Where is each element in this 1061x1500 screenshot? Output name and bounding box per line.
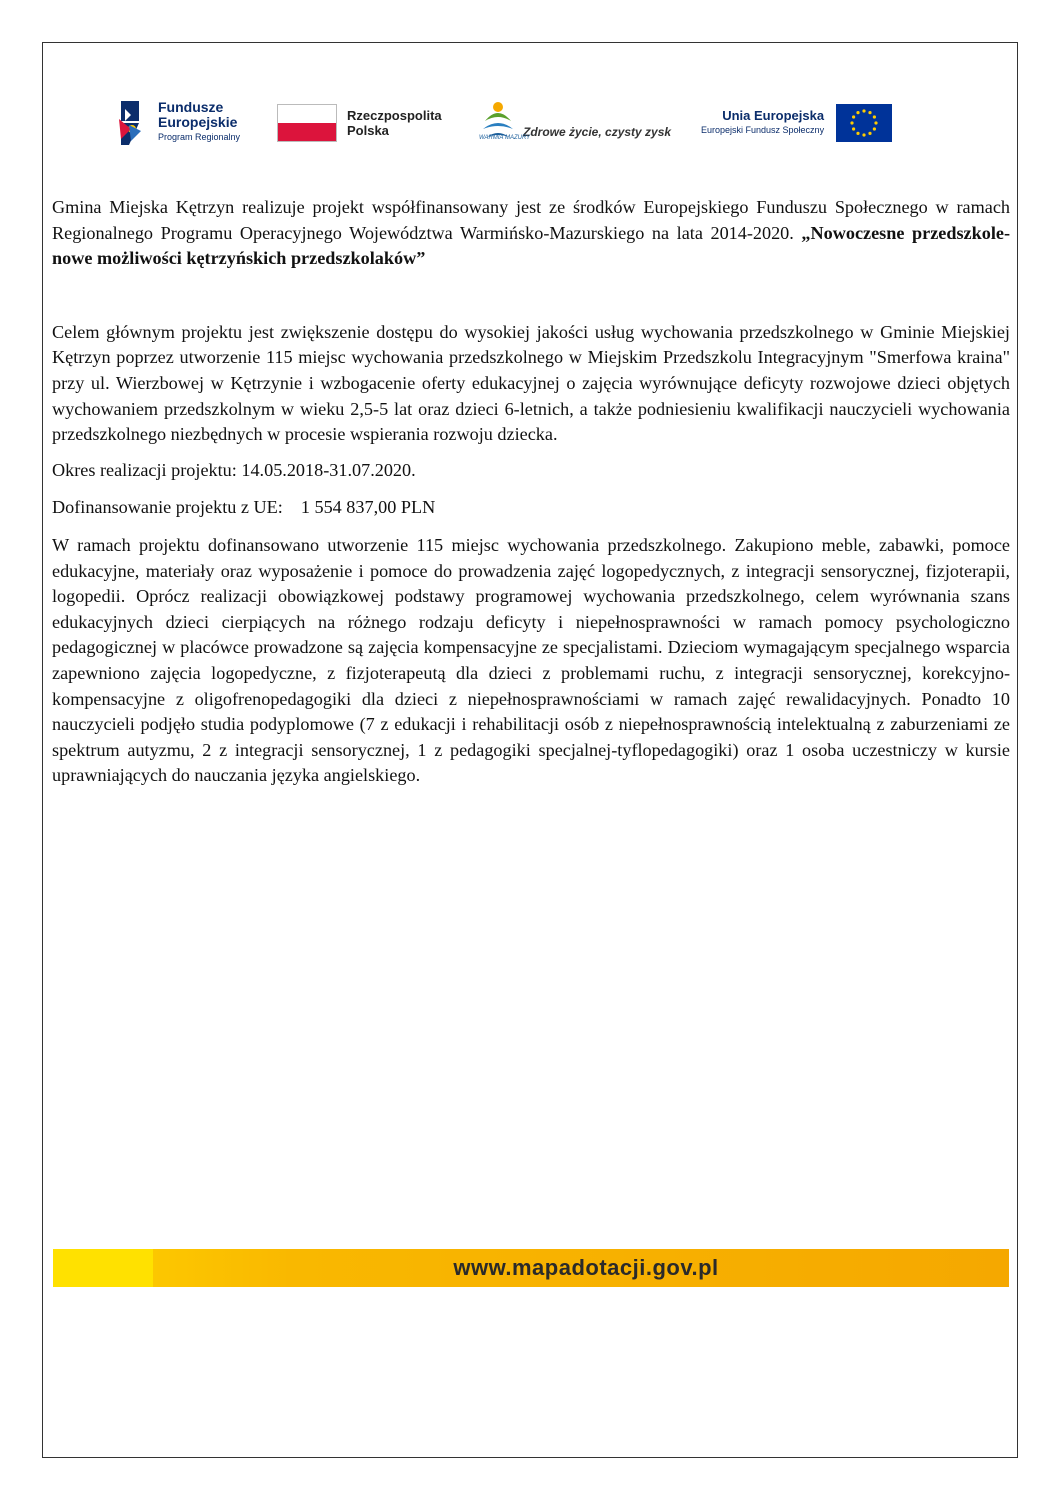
eu-star-icon <box>852 115 855 118</box>
fundusze-europejskie-text <box>158 100 240 145</box>
goal-paragraph: Celem głównym projektu jest zwiększenie dostępu do wysokiej jakości usług wychowania przedszkolnego w Gminie Miejskiej Kętrzyn poprzez utworzenie 115 miejsc wychowania przedszkolnego w Miejskim Przedszkolu Integracyjnym "Smerfowa kraina" przy ul. Wierzbowej w Kętrzynie i wzbogacenie oferty edukacyjnej o zajęcia wyrównujące deficyty rozwojowe dzieci objętych wychowaniem przedszkolnym w wieku 2,5-5 lat oraz dzieci 6-letnich, a także podniesieniu kwalifikacji nauczycieli wychowania przedszkolnego niezbędnych w procesie wspierania rozwoju dziecka. <box>52 321 1010 445</box>
ue-line2: Europejski Fundusz Społeczny <box>701 124 825 135</box>
fe-line1: Fundusze <box>158 99 224 115</box>
funding-label: Dofinansowanie projektu z UE: <box>52 497 283 518</box>
eu-star-icon <box>856 111 859 114</box>
document-body <box>52 195 1010 789</box>
eu-star-icon <box>862 109 865 112</box>
funding-amount: 1 554 837,00 PLN <box>300 497 436 518</box>
unia-europejska-text <box>701 108 824 138</box>
unia-europejska-logo <box>701 95 892 150</box>
fe-line2: Europejskie <box>158 114 238 130</box>
eu-star-icon <box>874 121 877 124</box>
rp-line2: Polska <box>347 122 389 138</box>
rzeczpospolita-logo <box>277 95 442 150</box>
eu-star-icon <box>868 111 871 114</box>
project-title: „Nowoczesne przedszkole- nowe możliwości kętrzyńskich przedszkolaków” <box>52 222 1010 269</box>
footer-accent <box>53 1249 153 1287</box>
eu-star-icon <box>873 127 876 130</box>
polish-flag-icon <box>277 104 337 142</box>
ue-line1: Unia Europejska <box>722 107 825 123</box>
eu-star-icon <box>868 131 871 134</box>
eu-star-icon <box>852 127 855 130</box>
logo-bar <box>117 95 897 150</box>
details-paragraph: W ramach projektu dofinansowano utworzenie 115 miejsc wychowania przedszkolnego. Zakupiono meble, zabawki, pomoce edukacyjne, materiały oraz wyposażenie i pomoce do prowadzenia zajęć logopedycznych, z integracji sensorycznej, fizjoterapii, logopedii. Oprócz realizacji obowiązkowej podstawy programowej wychowania przedszkolnego, celem wyrównania szans edukacyjnych dzieci cierpiących na różnego rodzaju deficyty i niepełnosprawności w ramach pomocy psychologiczno pedagogicznej w placówce prowadzone są zajęcia kompensacyjne ze specjalistami. Dzieciom wymagającym specjalnego wsparcia zapewniono zajęcia logopedyczne, z fizjoterapeutą dla dzieci z problemami ruchu, z integracji sensorycznej, korekcyjno-kompensacyjne z oligofrenopedagogiki dla dzieci z niepełnosprawnościami w ramach zajęć rewalidacyjnych. Ponadto 10 nauczycieli podjęło studia podyplomowe (7 z edukacji i rehabilitacji osób z niepełnosprawnością intelektualną z zaburzeniami ze spektrum autyzmu, 2 z integracji sensorycznej, 1 z pedagogiki specjalnej-tyflopedagogiki) oraz 1 osoba uczestniczy w kursie uprawniających do nauczania języka angielskiego. <box>52 534 1010 786</box>
rzeczpospolita-text <box>347 108 442 138</box>
period-paragraph: Okres realizacji projektu: 14.05.2018-31.07.2020. <box>52 459 416 480</box>
eu-star-icon <box>850 121 853 124</box>
eu-star-icon <box>856 131 859 134</box>
footer-banner <box>53 1249 1009 1287</box>
footer-url-link[interactable]: www.mapadotacji.gov.pl <box>453 1255 719 1280</box>
intro-text: Gmina Miejska Kętrzyn realizuje projekt współfinansowany jest ze środków Europejskiego Funduszu Społecznego w ramach Regionalnego Programu Operacyjnego Województwa Warmińsko-Mazurskiego na lata 2014-2020. <box>52 197 1010 243</box>
fundusze-europejskie-icon <box>117 99 150 147</box>
intro-paragraph <box>52 195 1010 272</box>
warmia-slogan: Zdrowe życie, czysty zysk <box>523 124 672 139</box>
rp-line1: Rzeczpospolita <box>347 107 442 123</box>
eu-star-icon <box>873 115 876 118</box>
eu-star-icon <box>862 133 865 136</box>
warmia-sub-label: WARMIA MAZURY <box>479 135 531 141</box>
fundusze-europejskie-logo <box>117 95 240 150</box>
warmia-mazury-logo <box>479 95 671 150</box>
eu-flag-icon <box>836 104 892 142</box>
funding-paragraph <box>52 495 1010 521</box>
fe-line3: Program Regionalny <box>158 132 241 142</box>
